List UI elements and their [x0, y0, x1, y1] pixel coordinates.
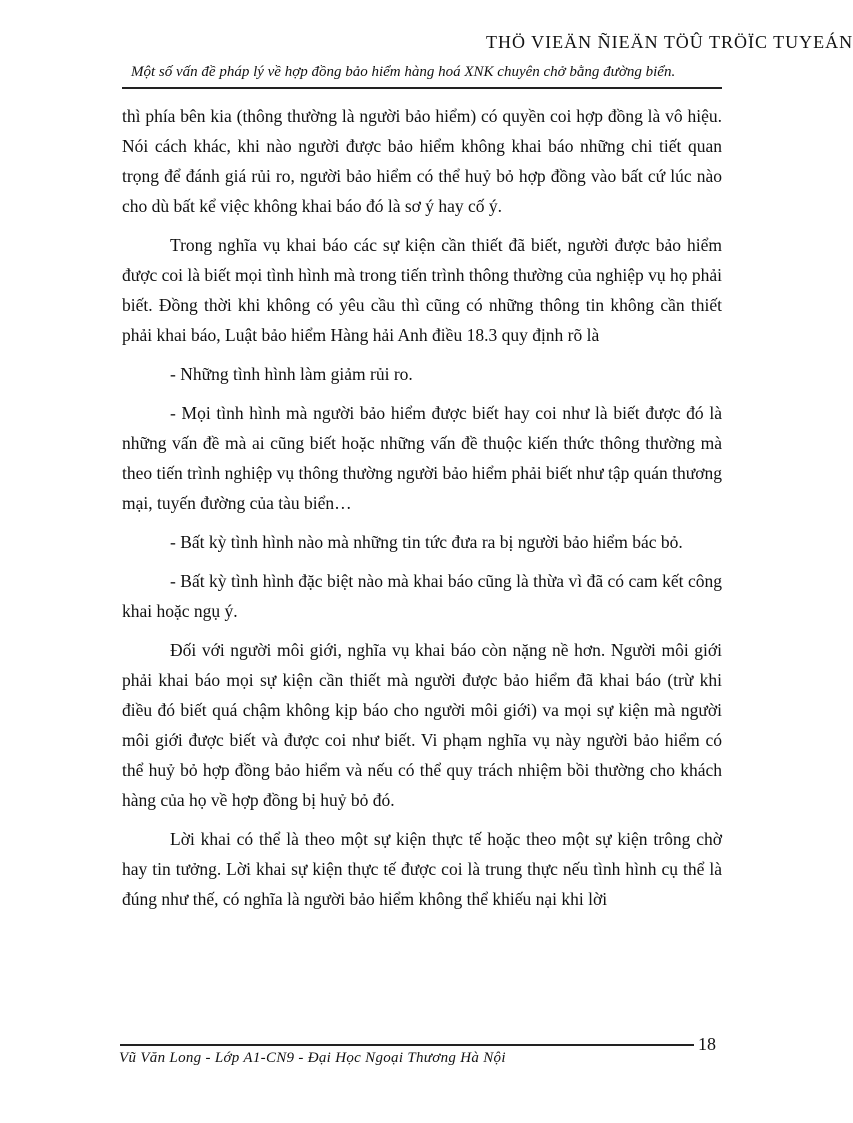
list-item: - Những tình hình làm giảm rủi ro.: [170, 364, 413, 384]
document-body: [122, 101, 722, 923]
library-banner: THÖ VIEÄN ÑIEÄN TÖÛ TRÖÏC TUYEÁN: [486, 32, 853, 52]
footer-divider: [120, 1044, 694, 1046]
header-divider: [122, 87, 722, 89]
page-number: 18: [698, 1034, 716, 1054]
footer-author: Vũ Văn Long - Lớp A1-CN9 - Đại Học Ngoại Thương Hà Nội: [119, 1050, 506, 1066]
paragraph-continued: thì phía bên kia (thông thường là người bảo hiểm) có quyền coi hợp đồng là vô hiệu. Nói cách khác, khi nào người được bảo hiểm không khai báo những chi tiết quan trọng để đánh giá rủi ro, người bảo hiểm có thể huỷ bỏ hợp đồng vào bất cứ lúc nào cho dù bất kể việc không khai báo đó là sơ ý hay cố ý.: [122, 106, 722, 216]
paragraph: Trong nghĩa vụ khai báo các sự kiện cần thiết đã biết, người được bảo hiểm được coi là biết mọi tình hình mà trong tiến trình thông thường của nghiệp vụ họ phải biết. Đồng thời khi không có yêu cầu thì cũng có những thông tin không cần thiết phải khai báo, Luật bảo hiểm Hàng hải Anh điều 18.3 quy định rõ là: [122, 235, 722, 345]
document-title: Một số vấn đề pháp lý về hợp đồng bảo hiểm hàng hoá XNK chuyên chở bằng đường biển.: [131, 64, 676, 80]
list-item: - Bất kỳ tình hình đặc biệt nào mà khai báo cũng là thừa vì đã có cam kết công khai hoặc ngụ ý.: [122, 571, 722, 621]
list-item: - Mọi tình hình mà người bảo hiểm được biết hay coi như là biết được đó là những vấn đề mà ai cũng biết hoặc những vấn đề thuộc kiến thức thông thường mà theo tiến trình nghiệp vụ thông thường người bảo hiểm phải biết như tập quán thương mại, tuyến đường của tàu biển…: [122, 403, 722, 513]
list-item: - Bất kỳ tình hình nào mà những tin tức đưa ra bị người bảo hiểm bác bỏ.: [170, 532, 683, 552]
paragraph: Lời khai có thể là theo một sự kiện thực tế hoặc theo một sự kiện trông chờ hay tin tưởng. Lời khai sự kiện thực tế được coi là trung thực nếu tình hình cụ thể là đúng như thế, có nghĩa là người bảo hiểm không thể khiếu nại khi lời: [122, 829, 722, 909]
paragraph: Đối với người môi giới, nghĩa vụ khai báo còn nặng nề hơn. Người môi giới phải khai báo mọi sự kiện cần thiết mà người được bảo hiểm đã khai báo (trừ khi điều đó biết quá chậm không kịp báo cho người môi giới) va mọi sự kiện mà người môi giới được biết và được coi như biết. Vi phạm nghĩa vụ này người bảo hiểm có thể huỷ bỏ hợp đồng bảo hiểm và nếu có thể quy trách nhiệm bồi thường cho khách hàng của họ về hợp đồng bị huỷ bỏ đó.: [122, 640, 722, 810]
